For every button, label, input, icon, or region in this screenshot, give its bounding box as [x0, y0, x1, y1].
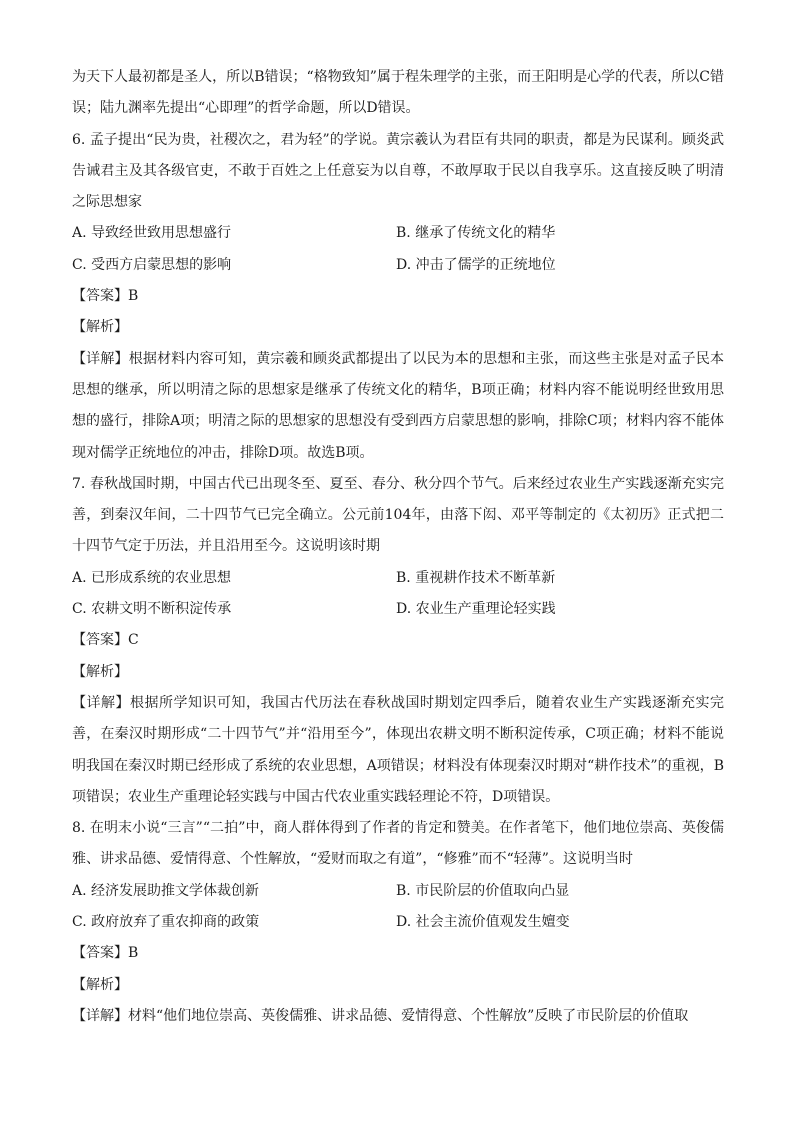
option-c: C. 政府放弃了重农抑商的政策 — [72, 914, 260, 931]
option-b: B. 重视耕作技术不断革新 — [396, 569, 556, 586]
answer-label: 【答案】B — [72, 288, 139, 305]
option-b: B. 市民阶层的价值取向凸显 — [396, 882, 570, 899]
detail-paragraph: 【详解】材料“他们地位崇高、英俊儒雅、讲求品德、爱情得意、个性解放”反映了市民阶层的价值取 — [72, 1007, 689, 1024]
options-list — [72, 563, 724, 626]
option-a: A. 经济发展助推文学体裁创新 — [72, 882, 260, 899]
option-c: C. 农耕文明不断积淀传承 — [72, 601, 232, 618]
option-d: D. 社会主流价值观发生嬗变 — [396, 914, 570, 931]
options-list — [72, 876, 724, 939]
option-a: A. 导致经世致用思想盛行 — [72, 225, 232, 242]
document-page — [72, 62, 724, 1032]
answer-label: 【答案】B — [72, 945, 139, 962]
option-d: D. 农业生产重理论轻实践 — [396, 601, 556, 618]
question-7 — [72, 469, 724, 813]
options-list — [72, 218, 724, 281]
analysis-label: 【解析】 — [72, 319, 128, 336]
detail-paragraph: 【详解】根据材料内容可知，黄宗羲和顾炎武都提出了以民为本的思想和主张，而这些主张是对孟子民本思想的继承，所以明清之际的思想家是继承了传统文化的精华，B项正确；材料内容不能说明经世致用思想的盛行，排除A项；明清之际的思想家的思想没有受到西方启蒙思想的影响，排除C项；材料内容不能体现对儒学正统地位的冲击，排除D项。故选B项。 — [72, 350, 724, 461]
question-6 — [72, 125, 724, 469]
analysis-label: 【解析】 — [72, 976, 128, 993]
intro-paragraph: 为天下人最初都是圣人，所以B错误；“格物致知”属于程朱理学的主张，而王阳明是心学的代表，所以C错误；陆九渊率先提出“心即理”的哲学命题，所以D错误。 — [72, 69, 724, 117]
analysis-label: 【解析】 — [72, 663, 128, 680]
option-c: C. 受西方启蒙思想的影响 — [72, 256, 232, 273]
option-d: D. 冲击了儒学的正统地位 — [396, 256, 556, 273]
detail-paragraph: 【详解】根据所学知识可知，我国古代历法在春秋战国时期划定四季后，随着农业生产实践逐渐充实完善，在秦汉时期形成“二十四节气”并“沿用至今”，体现出农耕文明不断积淀传承，C项正确；材料不能说明我国在秦汉时期已经形成了系统的农业思想，A项错误；材料没有体现秦汉时期对“耕作技术”的重视，B项错误；农业生产重理论轻实践与中国古代农业重实践轻理论不符，D项错误。 — [72, 694, 724, 805]
question-8 — [72, 813, 724, 1032]
question-stem: 6. 孟子提出“民为贵，社稷次之，君为轻”的学说。黄宗羲认为君臣有共同的职责，都是为民谋利。顾炎武告诫君主及其各级官吏，不敢于百姓之上任意妄为以自尊，不敢厚取于民以自我享乐。这直接反映了明清之际思想家 — [72, 131, 724, 211]
answer-label: 【答案】C — [72, 632, 139, 649]
option-a: A. 已形成系统的农业思想 — [72, 569, 232, 586]
question-stem: 7. 春秋战国时期，中国古代已出现冬至、夏至、春分、秋分四个节气。后来经过农业生产实践逐渐充实完善，到秦汉年间，二十四节气已完全确立。公元前104年，由落下闳、邓平等制定的《太初历》正式把二十四节气定于历法，并且沿用至今。这说明该时期 — [72, 475, 724, 555]
option-b: B. 继承了传统文化的精华 — [396, 225, 556, 242]
question-stem: 8. 在明末小说“三言”“二拍”中，商人群体得到了作者的肯定和赞美。在作者笔下，他们地位崇高、英俊儒雅、讲求品德、爱情得意、个性解放，“爱财而取之有道”，“修雅”而不“轻薄”。这说明当时 — [72, 820, 724, 868]
